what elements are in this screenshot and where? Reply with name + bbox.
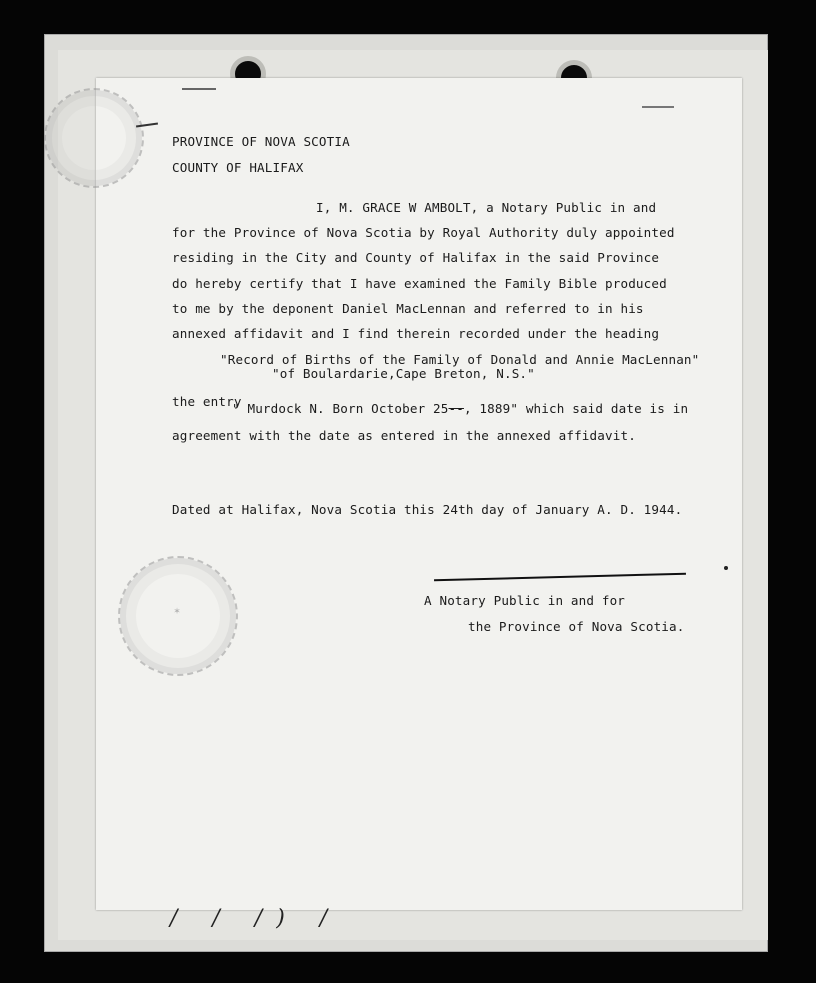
entry-text	[232, 401, 688, 416]
entry-text-part-b: , 1889" which said date is in	[463, 401, 689, 416]
body-line-2: for the Province of Nova Scotia by Royal Authority duly appointed	[172, 225, 675, 240]
staple-mark	[642, 106, 674, 108]
record-heading-quote: "Record of Births of the Family of Donald and Annie MacLennan"	[220, 352, 700, 367]
notary-embossed-seal-icon	[118, 556, 238, 676]
body-line-1: I, M. GRACE W AMBOLT, a Notary Public in and	[316, 200, 657, 215]
entry-label: the entry	[172, 394, 242, 409]
entry-text-part-a: " Murdock N. Born October 25	[232, 401, 449, 416]
body-line-5: to me by the deponent Daniel MacLennan and referred to in his	[172, 301, 644, 316]
entry-struck-text: --	[448, 401, 464, 416]
certificate-page	[96, 78, 742, 910]
notary-title-line-1: A Notary Public in and for	[424, 593, 626, 608]
province-heading: PROVINCE OF NOVA SCOTIA	[172, 134, 350, 149]
notary-title-line-2: the Province of Nova Scotia.	[468, 619, 685, 634]
agreement-line: agreement with the date as entered in the annexed affidavit.	[172, 428, 636, 443]
dated-line: Dated at Halifax, Nova Scotia this 24th day of January A. D. 1944.	[172, 502, 683, 517]
record-location-quote: "of Boulardarie,Cape Breton, N.S."	[272, 366, 535, 381]
body-line-3: residing in the City and County of Halifax in the said Province	[172, 250, 660, 265]
pen-dot	[724, 566, 728, 570]
signature-underline	[434, 573, 686, 582]
staple-mark	[182, 88, 216, 90]
handwritten-marks: / / /) /	[170, 906, 342, 931]
body-line-4: do hereby certify that I have examined the Family Bible produced	[172, 276, 667, 291]
county-heading: COUNTY OF HALIFAX	[172, 160, 304, 175]
seal-star-icon: ✶	[173, 606, 183, 617]
body-line-6: annexed affidavit and I find therein recorded under the heading	[172, 326, 660, 341]
embossed-seal-top-icon	[44, 88, 144, 188]
